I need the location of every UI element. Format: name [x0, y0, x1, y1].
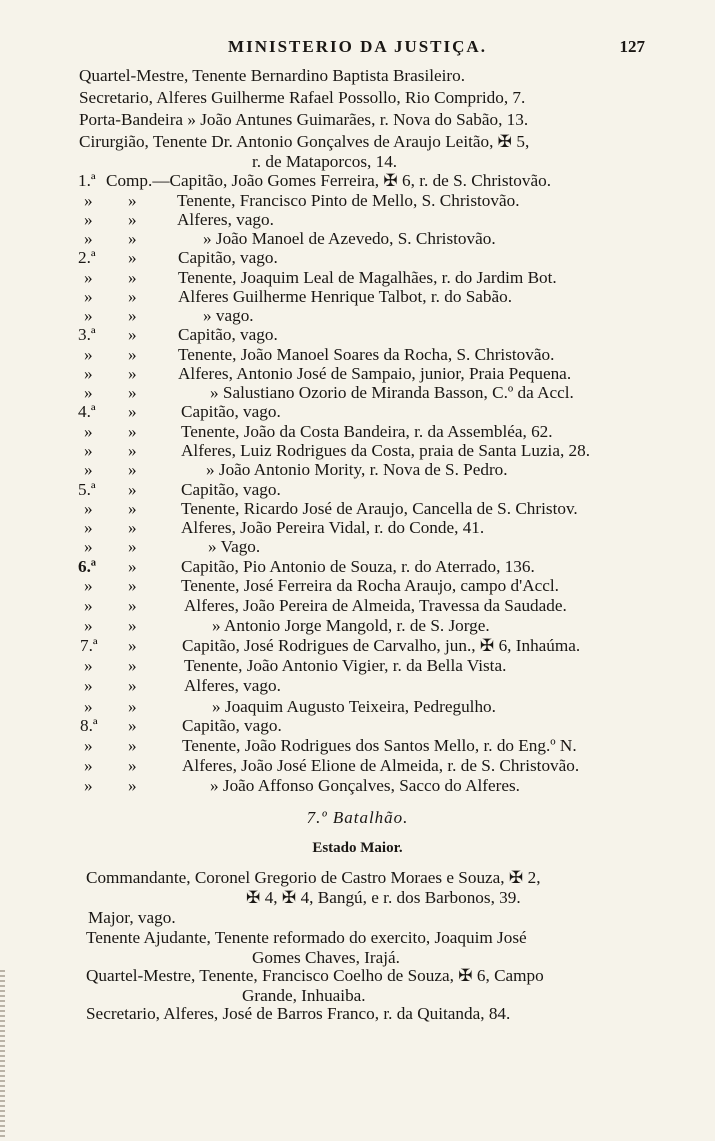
ditto-mark: »	[84, 422, 93, 441]
company-entry: Capitão, vago.	[182, 716, 282, 735]
company-entry: Alferes, João Pereira Vidal, r. do Conde, 41.	[181, 518, 485, 537]
ditto-mark: »	[128, 557, 137, 576]
company-entry: Alferes Guilherme Henrique Talbot, r. do Sabão.	[178, 287, 513, 306]
company-entry: Alferes, Antonio José de Sampaio, junior, Praia Pequena.	[178, 364, 572, 383]
ditto-mark: »	[128, 325, 137, 344]
ditto-mark: »	[84, 268, 93, 287]
company-entry: Capitão, vago.	[181, 480, 281, 499]
company-entry: Alferes, João José Elione de Almeida, r. de S. Christovão.	[182, 756, 580, 775]
company-entry: Tenente, Ricardo José de Araujo, Cancella de S. Christov.	[181, 499, 578, 518]
ditto-mark: »	[128, 345, 137, 364]
company-ordinal: 2.ª	[78, 248, 96, 267]
ditto-mark: »	[84, 697, 93, 716]
staff-line: Secretario, Alferes Guilherme Rafael Possollo, Rio Comprido, 7.	[79, 88, 526, 107]
ditto-mark: »	[128, 596, 137, 615]
ditto-mark: »	[128, 756, 137, 775]
company-entry: » vago.	[203, 306, 254, 325]
ditto-mark: »	[128, 736, 137, 755]
ditto-mark: »	[128, 287, 137, 306]
company-entry: Tenente, Francisco Pinto de Mello, S. Christovão.	[177, 191, 520, 210]
company-entry: » João Affonso Gonçalves, Sacco do Alferes.	[210, 776, 520, 795]
company-ordinal: 5.ª	[78, 480, 96, 499]
ditto-mark: »	[128, 460, 137, 479]
ditto-mark: »	[128, 776, 137, 795]
ditto-mark: »	[84, 756, 93, 775]
staff-line: r. de Mataporcos, 14.	[252, 152, 398, 171]
company-entry: Tenente, João da Costa Bandeira, r. da Assembléa, 62.	[181, 422, 553, 441]
company-ordinal: 3.ª	[78, 325, 96, 344]
company-entry: Tenente, João Antonio Vigier, r. da Bella Vista.	[184, 656, 507, 675]
ditto-mark: »	[84, 191, 93, 210]
company-entry: » Antonio Jorge Mangold, r. de S. Jorge.	[212, 616, 490, 635]
company-entry: Alferes, vago.	[177, 210, 274, 229]
staff-subtitle: Estado Maior.	[312, 840, 403, 856]
ditto-mark: »	[128, 191, 137, 210]
ditto-mark: »	[128, 248, 137, 267]
page-header	[0, 37, 715, 61]
ditto-mark: »	[84, 287, 93, 306]
ditto-mark: »	[128, 636, 137, 655]
staff-line: Quartel-Mestre, Tenente, Francisco Coelho de Souza, ✠ 6, Campo	[86, 966, 544, 985]
company-entry: Capitão, vago.	[178, 248, 278, 267]
ditto-mark: »	[84, 441, 93, 460]
staff-line: Porta-Bandeira » João Antunes Guimarães, r. Nova do Sabão, 13.	[79, 110, 529, 129]
company-entry: Tenente, José Ferreira da Rocha Araujo, campo d'Accl.	[181, 576, 559, 595]
company-entry: Alferes, Luiz Rodrigues da Costa, praia de Santa Luzia, 28.	[181, 441, 591, 460]
ditto-mark: »	[128, 383, 137, 402]
ditto-mark: »	[128, 697, 137, 716]
staff-line: Tenente Ajudante, Tenente reformado do exercito, Joaquim José	[86, 928, 527, 947]
staff-line: Grande, Inhuaiba.	[242, 986, 366, 1005]
ditto-mark: »	[128, 518, 137, 537]
company-entry: Comp.—Capitão, João Gomes Ferreira, ✠ 6, r. de S. Christovão.	[106, 171, 551, 190]
company-entry: » Joaquim Augusto Teixeira, Pedregulho.	[212, 697, 496, 716]
ditto-mark: »	[84, 210, 93, 229]
company-entry: Tenente, Joaquim Leal de Magalhães, r. do Jardim Bot.	[178, 268, 557, 287]
ditto-mark: »	[84, 616, 93, 635]
company-ordinal: 8.ª	[80, 716, 98, 735]
page-number: 127	[619, 37, 645, 56]
binding-edge	[0, 970, 5, 1140]
ditto-mark: »	[84, 676, 93, 695]
company-entry: Tenente, João Rodrigues dos Santos Mello, r. do Eng.º N.	[182, 736, 577, 755]
ditto-mark: »	[84, 306, 93, 325]
battalion-title: 7.º Batalhão.	[306, 808, 409, 827]
ditto-mark: »	[128, 480, 137, 499]
company-entry: Capitão, vago.	[181, 402, 281, 421]
staff-line: Cirurgião, Tenente Dr. Antonio Gonçalves de Araujo Leitão, ✠ 5,	[79, 132, 530, 151]
ditto-mark: »	[128, 306, 137, 325]
company-entry: Tenente, João Manoel Soares da Rocha, S. Christovão.	[178, 345, 555, 364]
staff-line: ✠ 4, ✠ 4, Bangú, e r. dos Barbonos, 39.	[246, 888, 521, 907]
ditto-mark: »	[84, 576, 93, 595]
ditto-mark: »	[84, 499, 93, 518]
company-entry: » Salustiano Ozorio de Miranda Basson, C.º da Accl.	[210, 383, 574, 402]
company-entry: » João Manoel de Azevedo, S. Christovão.	[203, 229, 496, 248]
ditto-mark: »	[84, 596, 93, 615]
company-entry: Capitão, Pio Antonio de Souza, r. do Aterrado, 136.	[181, 557, 535, 576]
ditto-mark: »	[128, 616, 137, 635]
company-ordinal: 7.ª	[80, 636, 98, 655]
company-ordinal: 1.ª	[78, 171, 96, 190]
company-entry: Alferes, João Pereira de Almeida, Travessa da Saudade.	[184, 596, 567, 615]
ditto-mark: »	[128, 576, 137, 595]
staff-line: Gomes Chaves, Irajá.	[252, 948, 400, 967]
ditto-mark: »	[128, 716, 137, 735]
ditto-mark: »	[128, 268, 137, 287]
ditto-mark: »	[128, 422, 137, 441]
ditto-mark: »	[128, 402, 137, 421]
company-entry: Capitão, vago.	[178, 325, 278, 344]
ditto-mark: »	[84, 736, 93, 755]
company-entry: » João Antonio Mority, r. Nova de S. Pedro.	[206, 460, 508, 479]
staff-line: Commandante, Coronel Gregorio de Castro Moraes e Souza, ✠ 2,	[86, 868, 541, 887]
staff-line: Secretario, Alferes, José de Barros Franco, r. da Quitanda, 84.	[86, 1004, 511, 1023]
ditto-mark: »	[84, 537, 93, 556]
ditto-mark: »	[84, 345, 93, 364]
company-ordinal: 4.ª	[78, 402, 96, 421]
ditto-mark: »	[128, 441, 137, 460]
ditto-mark: »	[128, 499, 137, 518]
staff-line: Major, vago.	[88, 908, 176, 927]
ditto-mark: »	[84, 364, 93, 383]
ditto-mark: »	[84, 383, 93, 402]
ditto-mark: »	[128, 210, 137, 229]
company-ordinal: 6.ª	[78, 557, 97, 576]
ditto-mark: »	[128, 364, 137, 383]
staff-line: Quartel-Mestre, Tenente Bernardino Baptista Brasileiro.	[79, 66, 466, 85]
company-entry: Capitão, José Rodrigues de Carvalho, jun., ✠ 6, Inhaúma.	[182, 636, 581, 655]
ditto-mark: »	[84, 776, 93, 795]
company-entry: » Vago.	[208, 537, 261, 556]
ditto-mark: »	[128, 229, 137, 248]
ditto-mark: »	[128, 676, 137, 695]
ditto-mark: »	[84, 460, 93, 479]
running-title: MINISTERIO DA JUSTIÇA.	[228, 37, 487, 56]
ditto-mark: »	[84, 518, 93, 537]
ditto-mark: »	[84, 229, 93, 248]
ditto-mark: »	[84, 656, 93, 675]
ditto-mark: »	[128, 656, 137, 675]
company-entry: Alferes, vago.	[184, 676, 281, 695]
ditto-mark: »	[128, 537, 137, 556]
